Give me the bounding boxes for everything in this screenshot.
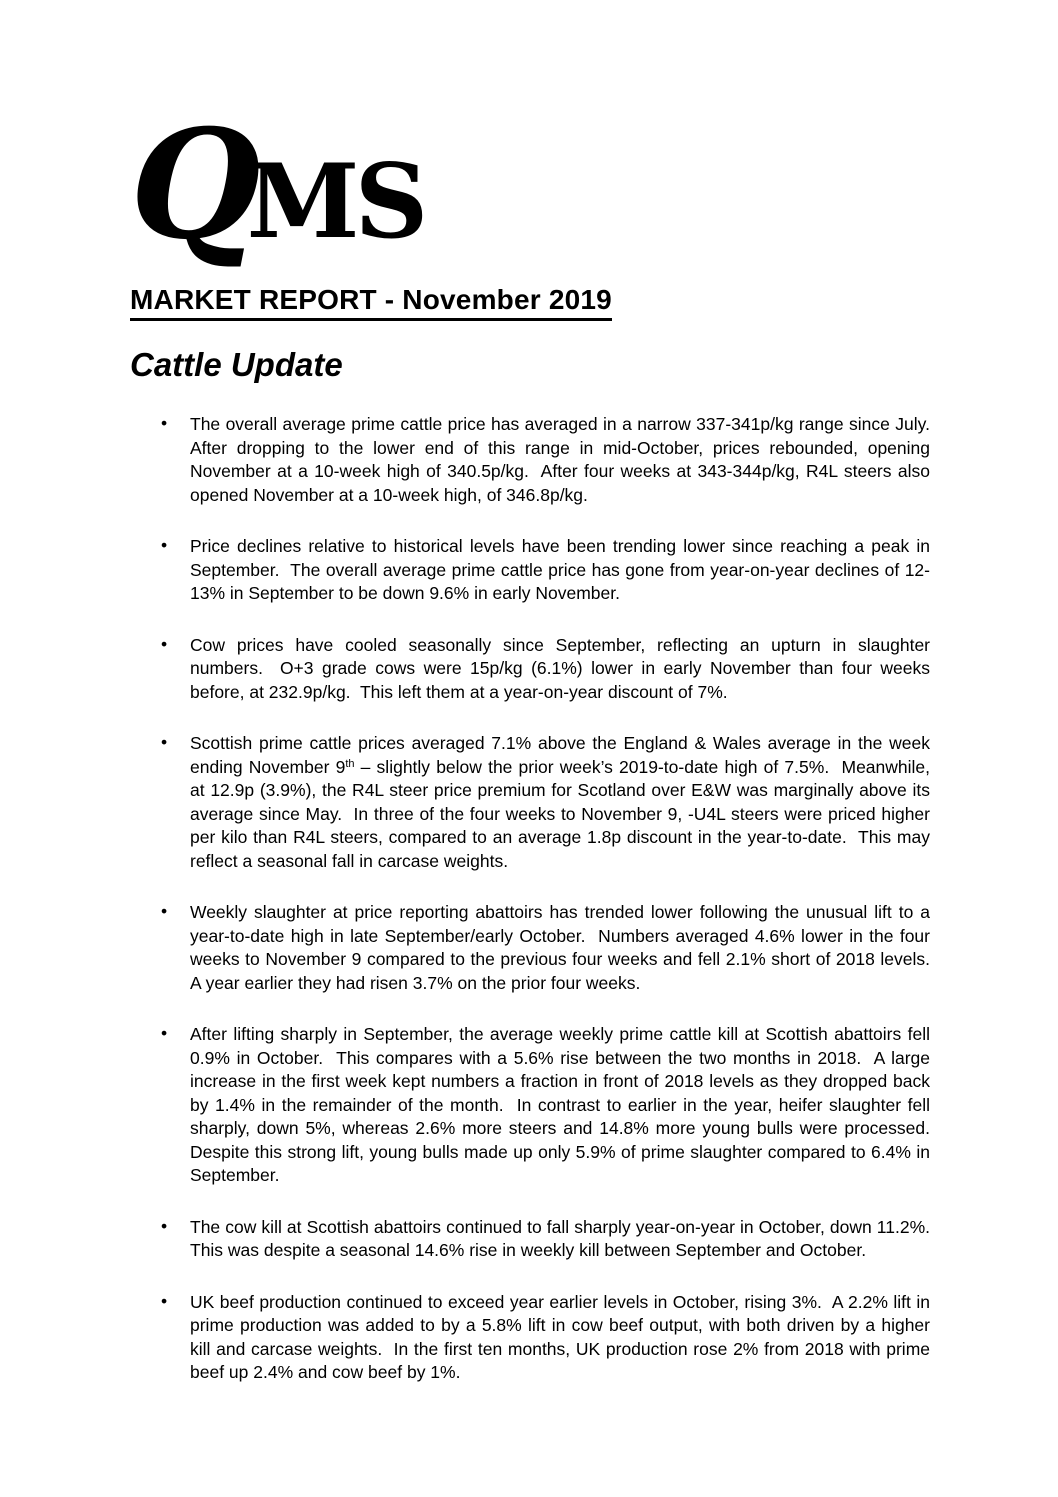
bullet-item-uk-beef-production (130, 1290, 935, 1385)
bullet-item-price-declines (130, 535, 935, 606)
bullet-marker: • (161, 1215, 168, 1236)
bullet-text: The cow kill at Scottish abattoirs continued to fall sharply year-on-year in October, down 11.2%. This was despite a seasonal 14.6% rise in weekly kill between September and October. (190, 1216, 940, 1261)
report-title: MARKET REPORT - November 2019 (130, 284, 612, 321)
bullet-item-cow-prices (130, 633, 935, 705)
section-title-cattle-update: Cattle Update (130, 346, 343, 384)
qms-logo-ms-letters: MS (246, 142, 424, 262)
bullet-text: UK beef production continued to exceed year earlier levels in October, rising 3%. A 2.2% lift in prime production was added to by a 5.8% lift in cow beef output, with both driven by a higher kill and carcase weights. In the first ten months, UK production rose 2% from 2018 with prime beef up 2.4% and cow beef by 1%. (190, 1291, 935, 1383)
bullet-marker: • (161, 535, 168, 556)
bullet-marker: • (161, 901, 168, 922)
bullet-item-scottish-premium (130, 732, 935, 873)
bullet-text-segment: Scottish prime cattle prices averaged 7.1% above the England & Wales average in the week ending November 9 (190, 733, 935, 777)
bullet-item-prime-cattle-price (130, 413, 940, 507)
bullet-marker: • (161, 413, 168, 434)
bullet-list (130, 413, 940, 1385)
bullet-text: Cow prices have cooled seasonally since September, reflecting an upturn in slaughter numbers. O+3 grade cows were 15p/kg (6.1%) lower in early November than four weeks before, at 232.9p/kg. This left them at a year-on-year discount of 7%. (190, 634, 935, 702)
bullet-text: Weekly slaughter at price reporting abattoirs has trended lower following the unusual lift to a year-to-date high in late September/early October. Numbers averaged 4.6% lower in the four weeks to November 9 compared to the previous four weeks and fell 2.1% short of 2018 levels. A year earlier they had risen 3.7% on the prior four weeks. (190, 902, 940, 993)
bullet-item-weekly-slaughter (130, 901, 940, 995)
ordinal-superscript: th (345, 757, 355, 770)
bullet-item-prime-cattle-kill (130, 1023, 940, 1188)
bullet-text (190, 733, 935, 871)
qms-logo-q-letter: Q (130, 97, 261, 273)
bullet-marker: • (161, 1290, 168, 1311)
bullet-text-segment: – slightly below the prior week’s 2019-to-date high of 7.5%. Meanwhile, at 12.9p (3.9%), the R4L steer price premium for Scotland over E&W was marginally above its average since May. In three of the four weeks to November 9, -U4L steers were priced higher per kilo than R4L steers, compared to an average 1.8p discount in the year-to-date. This may reflect a seasonal fall in carcase weights. (190, 756, 935, 871)
qms-logo (130, 97, 930, 273)
bullet-text: Price declines relative to historical levels have been trending lower since reaching a peak in September. The overall average prime cattle price has gone from year-on-year declines of 12-13% in September to be down 9.6% in early November. (190, 536, 935, 604)
bullet-text: After lifting sharply in September, the average weekly prime cattle kill at Scottish abattoirs fell 0.9% in October. This compares with a 5.6% rise between the two months in 2018. A large increase in the first week kept numbers a fraction in front of 2018 levels as they dropped back by 1.4% in the remainder of the month. In contrast to earlier in the year, heifer slaughter fell sharply, down 5%, whereas 2.6% more steers and 14.8% more young bulls were processed. Despite this strong lift, young bulls made up only 5.9% of prime slaughter compared to 6.4% in September. (190, 1024, 940, 1186)
bullet-item-cow-kill (130, 1215, 940, 1263)
bullet-marker: • (161, 633, 168, 654)
bullet-marker: • (161, 1023, 168, 1044)
bullet-text: The overall average prime cattle price has averaged in a narrow 337-341p/kg range since July. After dropping to the lower end of this range in mid-October, prices rebounded, opening November at a 10-week high of 340.5p/kg. After four weeks at 343-344p/kg, R4L steers also opened November at a 10-week high, of 346.8p/kg. (190, 414, 940, 505)
bullet-marker: • (161, 732, 168, 753)
